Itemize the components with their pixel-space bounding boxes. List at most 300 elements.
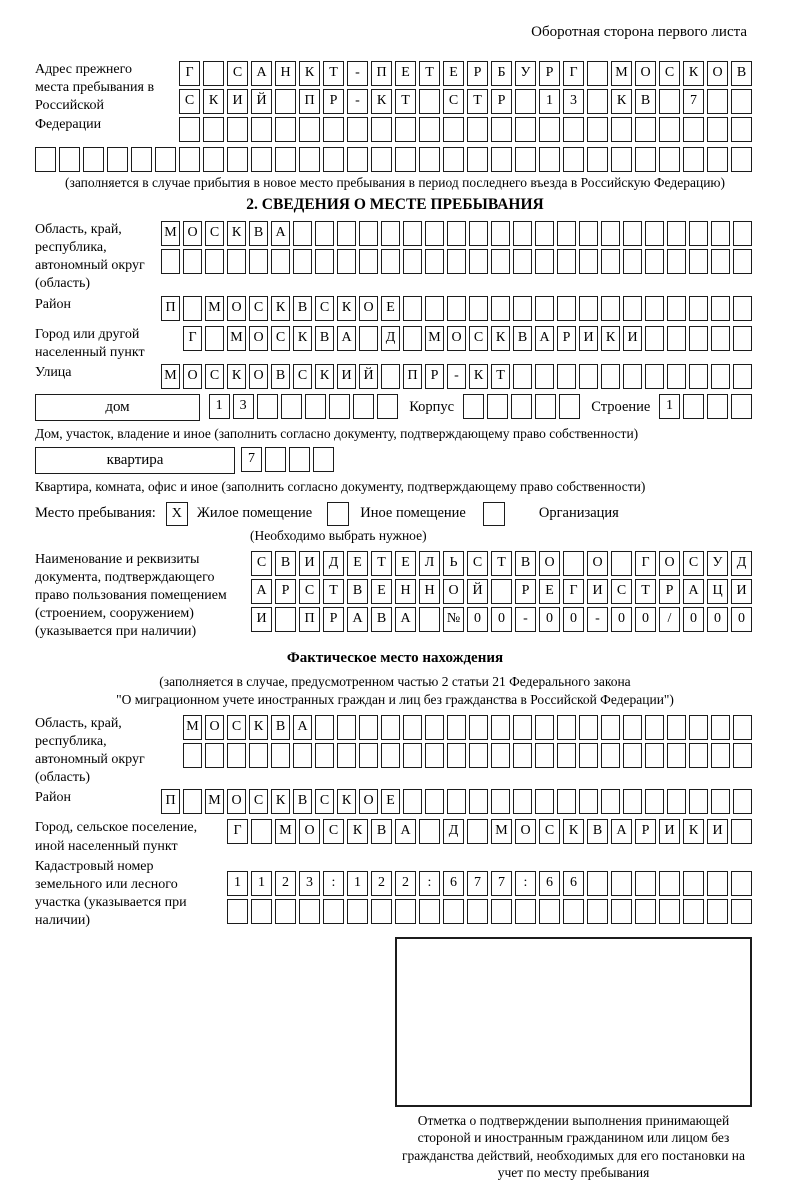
char-cell: В [293,296,312,321]
char-cell: О [515,819,536,844]
char-cell [491,296,510,321]
char-cell [443,899,464,924]
char-cell: 0 [539,607,560,632]
char-cell [425,296,444,321]
char-cell: П [371,61,392,86]
char-cell: С [293,364,312,389]
char-cell [467,117,488,142]
kvartira-row [35,447,755,475]
char-cell [491,579,512,604]
char-cell [491,743,510,768]
actual-title: Фактическое место нахождения [286,649,504,666]
char-cell [667,743,686,768]
char-cell: О [635,61,656,86]
char-cell: И [579,326,598,351]
char-cell: Е [381,789,400,814]
char-cell: Г [227,819,248,844]
char-cell: 0 [731,607,752,632]
char-cell: 2 [395,871,416,896]
char-cell: Г [179,61,200,86]
char-cell [315,743,334,768]
char-cell [155,147,176,172]
char-cell [667,221,686,246]
char-cell [731,394,752,419]
char-cell: О [227,296,246,321]
char-cell [707,394,728,419]
stay-type-row [35,502,755,526]
char-cell [513,789,532,814]
char-cell: В [249,221,268,246]
char-cell: М [491,819,512,844]
char-row-oblast-1 [161,221,755,246]
gorod-row [35,326,755,362]
char-cell [353,394,374,419]
char-cell: С [271,326,290,351]
actual-oblast-label: Область, край, республика, автономный округ (область) [35,715,145,786]
char-cell: К [227,364,246,389]
char-cell [293,249,312,274]
char-cell: С [323,819,344,844]
char-cell: 7 [241,447,262,472]
char-cell: 0 [563,607,584,632]
gorod-label: Город или другой населенный пункт [35,326,145,360]
char-cell [563,147,584,172]
char-cell [447,249,466,274]
char-cell: П [299,89,320,114]
char-cell [645,326,664,351]
char-cell [443,147,464,172]
char-cell: - [347,61,368,86]
char-cell [275,89,296,114]
char-cell [667,249,686,274]
char-cell [733,296,752,321]
char-cell: - [447,364,466,389]
char-cell [203,61,224,86]
char-cell [513,364,532,389]
char-cell: Е [347,551,368,576]
char-cell [515,117,536,142]
char-cell [381,743,400,768]
char-cell: К [491,326,510,351]
char-cell: П [161,296,180,321]
raion-label: Район [35,296,71,312]
char-cell: 7 [683,89,704,114]
char-cell: 3 [233,394,254,419]
char-cell [447,221,466,246]
char-cell [275,147,296,172]
char-cell [347,147,368,172]
char-cell [205,249,224,274]
char-cell: Р [491,89,512,114]
char-cell: О [359,296,378,321]
char-cell: О [539,551,560,576]
char-cell [293,221,312,246]
char-cell: Р [635,819,656,844]
char-cell: И [623,326,642,351]
char-cell [535,364,554,389]
char-cell [623,743,642,768]
char-cell: К [271,296,290,321]
char-cell [107,147,128,172]
char-cell [579,221,598,246]
char-cell [611,147,632,172]
char-cell [491,249,510,274]
char-cell: Е [371,579,392,604]
char-cell [227,249,246,274]
char-cell [515,899,536,924]
char-cell: О [707,61,728,86]
char-cell: И [731,579,752,604]
char-cell: 0 [707,607,728,632]
char-cell [403,715,422,740]
char-cell [515,89,536,114]
char-cell [359,326,378,351]
char-cell: К [271,789,290,814]
char-cell: : [419,871,440,896]
char-cell [689,743,708,768]
dom-box-label: дом [35,394,200,421]
char-cell [381,364,400,389]
char-row-ulitsa [161,364,755,389]
char-cell: О [587,551,608,576]
char-cell [611,899,632,924]
char-cell: К [337,789,356,814]
char-cell [419,117,440,142]
char-cell [293,743,312,768]
ulitsa-label: Улица [35,365,72,380]
char-cell [559,394,580,419]
char-cell [205,743,224,768]
char-cell [447,789,466,814]
char-cell [203,117,224,142]
char-cell: Д [323,551,344,576]
checkbox-inoe[interactable] [327,502,349,526]
char-row-korpus [463,394,583,419]
char-cell [711,221,730,246]
char-cell: К [337,296,356,321]
char-cell: А [293,715,312,740]
char-cell [579,249,598,274]
char-cell: С [205,364,224,389]
char-cell [419,607,440,632]
char-cell [395,899,416,924]
char-cell [539,117,560,142]
char-cell: А [395,819,416,844]
char-cell [579,364,598,389]
char-cell: Р [557,326,576,351]
char-cell [683,871,704,896]
char-cell [469,715,488,740]
char-cell [731,147,752,172]
char-cell [381,715,400,740]
char-cell [683,394,704,419]
char-cell [513,296,532,321]
kadastr-label: Кадастровый номер земельного или лесного участка (указывается при наличии) [35,858,187,929]
prev-address-note: (заполняется в случае прибытия в новое место пребывания в период последнего въезда в Российскую Федерацию) [64,175,726,190]
char-cell [623,364,642,389]
char-cell [447,296,466,321]
char-cell [707,871,728,896]
char-cell [711,715,730,740]
char-cell [299,147,320,172]
char-cell: С [249,789,268,814]
char-cell: М [161,364,180,389]
char-cell [257,394,278,419]
section2-title: 2. СВЕДЕНИЯ О МЕСТЕ ПРЕБЫВАНИЯ [246,195,544,213]
char-cell [731,117,752,142]
actual-note-2: "О миграционном учете иностранных граждан и лиц без гражданства в Российской Федерации") [116,692,674,708]
actual-raion-row [35,789,755,817]
char-cell [161,249,180,274]
stamp-caption: Отметка о подтверждении выполнения принимающей стороной и иностранным гражданином или лицом без гражданства действий, необходимых для его постановки на учет по месту пребывания [401,1112,746,1181]
char-cell: С [227,715,246,740]
char-cell: Л [419,551,440,576]
char-cell [711,296,730,321]
char-cell [563,551,584,576]
char-cell: А [251,61,272,86]
char-cell: И [659,819,680,844]
char-cell [249,249,268,274]
char-cell: Б [491,61,512,86]
char-cell: К [203,89,224,114]
char-cell [707,89,728,114]
char-cell: М [227,326,246,351]
char-cell [601,249,620,274]
char-cell: А [347,607,368,632]
char-cell: Д [731,551,752,576]
char-cell [425,789,444,814]
char-cell [419,147,440,172]
char-cell: А [337,326,356,351]
char-cell [403,296,422,321]
char-cell: А [683,579,704,604]
char-cell [733,715,752,740]
char-cell [487,394,508,419]
char-cell: Т [491,551,512,576]
char-row-actual-oblast-1 [183,715,755,740]
char-cell [535,221,554,246]
char-cell: В [371,607,392,632]
char-cell: Ь [443,551,464,576]
char-cell: М [275,819,296,844]
char-cell: И [337,364,356,389]
char-row-prev-address-3 [179,117,755,142]
char-cell: 1 [539,89,560,114]
char-cell [491,899,512,924]
char-cell [733,326,752,351]
char-cell [337,715,356,740]
char-cell: В [347,579,368,604]
char-cell: К [315,364,334,389]
actual-gorod-row [35,819,755,855]
char-cell [403,221,422,246]
char-cell [179,147,200,172]
char-cell [557,296,576,321]
char-cell [659,89,680,114]
kadastr-row [35,858,755,931]
char-cell: К [347,819,368,844]
char-cell [535,715,554,740]
char-cell [557,249,576,274]
char-cell: Т [419,61,440,86]
char-cell [251,117,272,142]
prev-address-cells [179,61,755,145]
char-cell: 6 [563,871,584,896]
char-cell [183,789,202,814]
char-cell [611,117,632,142]
char-cell: Г [563,579,584,604]
stay-option-inoe-label: Иное помещение [360,505,466,522]
char-cell: 2 [275,871,296,896]
checkbox-organizaciya[interactable] [483,502,505,526]
char-cell [419,89,440,114]
char-cell [403,789,422,814]
char-cell: С [251,551,272,576]
char-cell: Г [635,551,656,576]
char-cell: / [659,607,680,632]
char-cell: О [443,579,464,604]
char-cell [403,326,422,351]
char-cell: П [299,607,320,632]
char-cell: С [249,296,268,321]
char-cell [733,249,752,274]
char-cell [667,789,686,814]
char-cell: Й [467,579,488,604]
char-cell [299,117,320,142]
char-cell: В [271,364,290,389]
char-cell: Г [183,326,202,351]
char-cell: С [179,89,200,114]
char-cell: Р [275,579,296,604]
char-cell [515,147,536,172]
char-cell: М [205,789,224,814]
char-cell: В [315,326,334,351]
char-cell [315,715,334,740]
char-cell [563,899,584,924]
char-row-doc-2 [251,579,755,604]
char-cell [579,789,598,814]
doc-row [35,551,755,642]
char-cell [711,743,730,768]
stay-type-label: Место пребывания: [35,505,156,522]
char-cell [645,743,664,768]
char-cell [183,296,202,321]
char-cell [469,249,488,274]
char-cell [337,221,356,246]
char-cell [535,296,554,321]
char-cell [587,117,608,142]
char-cell: Т [467,89,488,114]
char-cell [733,789,752,814]
char-cell [513,249,532,274]
char-cell [419,899,440,924]
char-cell: С [469,326,488,351]
char-cell: Р [467,61,488,86]
char-cell [601,221,620,246]
char-row-kvartira [241,447,337,472]
char-cell: В [587,819,608,844]
char-cell [623,789,642,814]
char-cell: Р [323,89,344,114]
checkbox-zhiloe[interactable]: X [166,502,188,526]
char-cell: 6 [443,871,464,896]
char-cell [403,249,422,274]
confirmation-stamp-box [395,937,752,1107]
char-cell [667,296,686,321]
char-cell [635,871,656,896]
char-cell: А [395,607,416,632]
char-cell [707,147,728,172]
char-cell: 0 [491,607,512,632]
char-cell: В [371,819,392,844]
char-cell: К [469,364,488,389]
char-row-kadastr-2 [227,899,755,924]
char-cell [645,715,664,740]
header-note: Оборотная сторона первого листа [531,24,747,40]
char-cell: Т [323,579,344,604]
char-cell: С [227,61,248,86]
char-cell [635,147,656,172]
char-cell: С [659,61,680,86]
char-row-oblast-2 [161,249,755,274]
char-cell [601,789,620,814]
char-cell [315,221,334,246]
char-cell: Н [275,61,296,86]
char-cell: 2 [371,871,392,896]
char-cell: И [299,551,320,576]
char-cell [579,296,598,321]
char-cell: С [315,296,334,321]
char-cell [377,394,398,419]
char-cell [733,364,752,389]
char-cell [645,296,664,321]
char-cell: В [293,789,312,814]
char-row-doc-1 [251,551,755,576]
char-cell: 0 [467,607,488,632]
char-cell: Т [323,61,344,86]
char-cell: Е [395,551,416,576]
char-cell: Д [381,326,400,351]
char-cell [371,117,392,142]
char-cell [557,715,576,740]
char-cell [265,447,286,472]
char-cell: О [183,221,202,246]
char-cell [683,117,704,142]
char-cell [513,743,532,768]
char-cell: С [683,551,704,576]
char-cell: Р [323,607,344,632]
char-cell [403,743,422,768]
char-cell [667,715,686,740]
char-cell: 1 [251,871,272,896]
char-cell [227,147,248,172]
char-cell: К [683,61,704,86]
char-cell: О [447,326,466,351]
char-cell: № [443,607,464,632]
char-cell [535,249,554,274]
char-cell [611,871,632,896]
char-cell [659,899,680,924]
char-cell [689,715,708,740]
char-cell: Р [659,579,680,604]
char-row-kadastr-1 [227,871,755,896]
char-cell [733,743,752,768]
char-cell: 1 [347,871,368,896]
char-cell [275,899,296,924]
char-cell [611,551,632,576]
char-cell [579,715,598,740]
stay-option-organizaciya-label: Организация [538,505,619,522]
